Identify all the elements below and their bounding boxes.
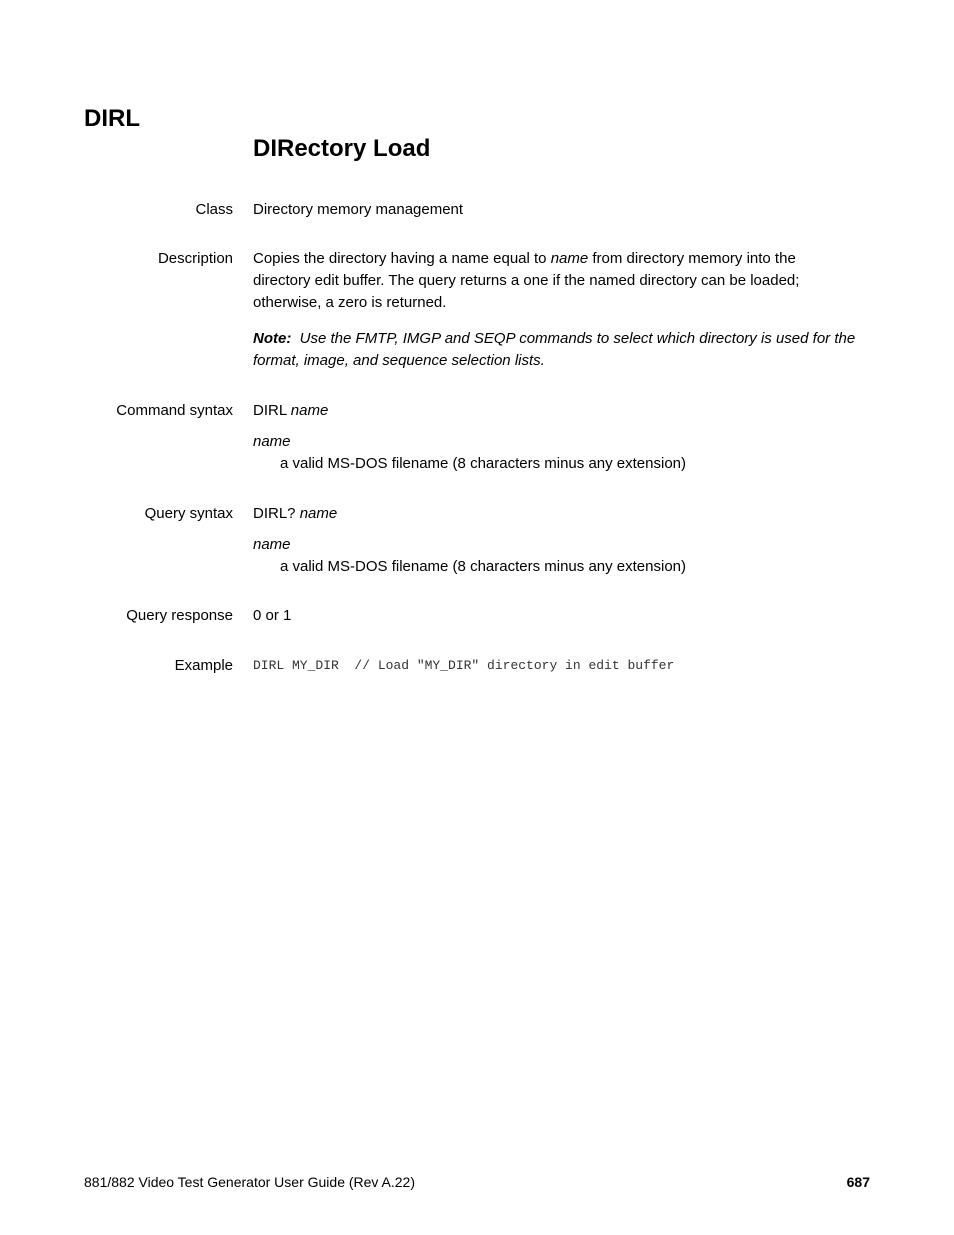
query-response-body	[253, 605, 873, 627]
description-body	[253, 248, 833, 314]
footer-guide-title: 881/882 Video Test Generator User Guide (Rev A.22)	[84, 1174, 416, 1190]
class-value	[253, 199, 873, 221]
command-syntax-param: name	[290, 402, 329, 419]
example-code: DIRL MY_DIR // Load "MY_DIR" directory in edit buffer	[253, 658, 675, 673]
description-param: name	[550, 250, 589, 267]
query-syntax-body	[253, 503, 873, 525]
page-number: 687	[846, 1174, 870, 1190]
class-label: Class	[195, 201, 233, 218]
query-syntax-line	[253, 503, 873, 525]
class-text: Directory memory management	[253, 201, 464, 218]
command-syntax-body	[253, 400, 873, 422]
example-label: Example	[174, 657, 233, 674]
query-syntax-label: Query syntax	[144, 505, 233, 522]
description-text-before: Copies the directory having a name equal to	[253, 250, 551, 267]
query-param-desc: a valid MS-DOS filename (8 characters minus any extension)	[280, 558, 686, 575]
command-syntax-label: Command syntax	[116, 402, 233, 419]
command-syntax-cmd: DIRL	[253, 402, 287, 419]
query-response-value: 0 or 1	[253, 607, 292, 624]
note-text	[253, 328, 873, 372]
query-syntax-cmd: DIRL?	[253, 505, 296, 522]
query-response-label: Query response	[126, 607, 233, 624]
command-param-block	[253, 431, 873, 475]
description-label: Description	[157, 250, 233, 267]
query-param-block	[253, 534, 873, 578]
note-label: Note:	[253, 330, 292, 347]
note-body: Use the FMTP, IMGP and SEQP commands to select which directory is used for the format, image, and sequence selection lists.	[253, 330, 856, 369]
command-param-name: name	[253, 433, 291, 450]
description-text-after: from directory memory into the directory edit buffer. The query returns a one if the named directory can be loaded; otherwise, a zero is returned.	[253, 250, 800, 311]
example-body	[253, 655, 873, 677]
command-name: DIRL	[84, 105, 140, 132]
command-param-desc: a valid MS-DOS filename (8 characters minus any extension)	[280, 455, 686, 472]
note	[253, 328, 873, 372]
command-title: DIRectory Load	[253, 135, 431, 162]
query-param-name: name	[253, 536, 291, 553]
description-text	[253, 248, 833, 314]
query-syntax-param: name	[299, 505, 338, 522]
command-syntax-line	[253, 400, 873, 422]
